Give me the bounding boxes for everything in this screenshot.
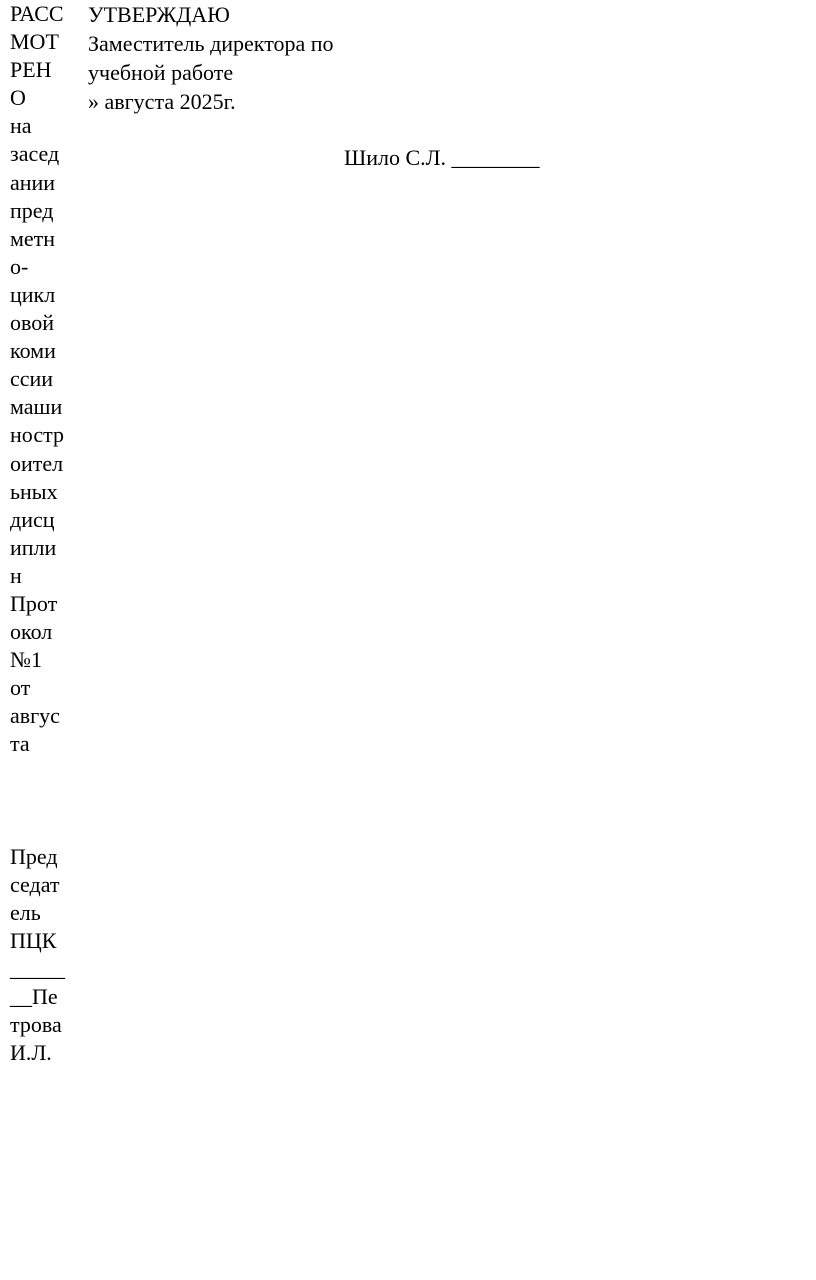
left-line: цикл [10,281,56,307]
left-line: окол [10,619,53,645]
left-line: __Пе [10,984,58,1010]
approver-position-line-2: учебной работе [88,60,234,85]
left-line: РЕН [10,57,52,83]
left-line: ьных [10,478,58,504]
approval-block [88,0,788,116]
left-line: РАСС [10,1,64,26]
left-line [10,815,88,843]
left-line: та [10,731,30,757]
left-line: Прот [10,590,58,616]
left-line: н [10,562,22,588]
left-line: ностр [10,422,64,448]
left-line: овой [10,310,55,336]
approver-position-line-1: Заместитель директора по [88,31,334,56]
left-line [10,759,88,787]
left-line: засед [10,141,60,167]
left-line: седат [10,871,60,897]
left-line: ель [10,900,41,925]
left-line: трова [10,1012,62,1038]
left-line: коми [10,338,56,364]
approve-heading: УТВЕРЖДАЮ [88,2,230,27]
approval-date: » августа 2025г. [88,89,236,114]
left-line: оител [10,450,64,476]
left-line: ипли [10,534,57,560]
left-line: Пред [10,843,58,869]
left-line: пред [10,197,54,223]
left-line: дисц [10,506,55,532]
left-line: ании [10,169,56,195]
left-line: о- [10,253,29,279]
left-line: ссии [10,366,54,392]
left-line: МОТ [10,29,59,55]
left-line: от [10,675,31,701]
left-line: метн [10,225,56,251]
left-line: маши [10,394,63,420]
reviewed-column [10,0,88,1068]
left-line: О [10,85,26,111]
left-line: ПЦК [10,928,57,954]
approver-signature: Шило С.Л. ________ [344,145,540,170]
left-line: №1 [10,647,42,673]
left-line: И.Л. [10,1040,52,1066]
left-line: на [10,113,32,139]
left-line: _____ [10,956,65,982]
left-line [10,787,88,815]
left-line: авгус [10,703,60,729]
